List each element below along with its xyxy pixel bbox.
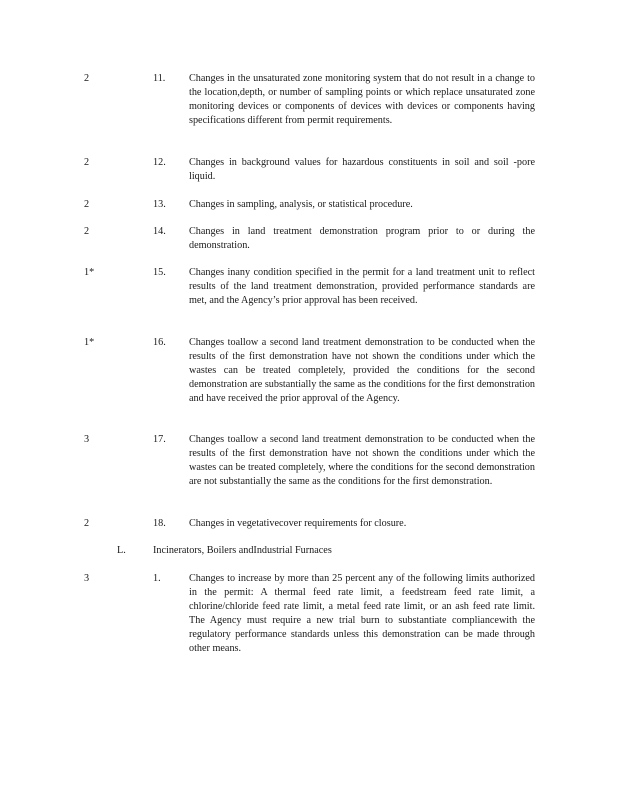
section-letter: L. xyxy=(117,545,126,556)
item-number: 11. xyxy=(153,73,166,84)
item-number: 16. xyxy=(153,337,166,348)
item-text: Changes in land treatment demonstration program prior to or during the demonstration. xyxy=(189,226,535,251)
item-number: 17. xyxy=(153,434,166,445)
item-number: 13. xyxy=(153,199,166,210)
item-class: 1* xyxy=(84,267,95,278)
item-number: 18. xyxy=(153,518,166,529)
item-number: 14. xyxy=(153,226,166,237)
item-number: 12. xyxy=(153,157,166,168)
item-class: 3 xyxy=(84,434,90,445)
item-class: 2 xyxy=(84,518,90,529)
item-text: Changes to increase by more than 25 percent any of the following limits authorized in the permit: A thermal feed rate limit, a feedstream feed rate limit, a chlorine/chloride feed rate limit, a metal feed rate limit, or an ash feed rate limit. The Agency must require a new trial burn to substantiate compliancewith the regulatory performance standards unless this demonstration can be made through other means. xyxy=(189,573,535,654)
item-class: 2 xyxy=(84,226,90,237)
item-text: Changes in the unsaturated zone monitoring system that do not result in a change to the location,depth, or number of sampling points or which replace unsaturated zone monitoring devices or components of devices with devices or components having specifications different from permit requirements. xyxy=(189,73,535,126)
item-class: 2 xyxy=(84,73,90,84)
item-text: Changes in sampling, analysis, or statistical procedure. xyxy=(189,199,413,210)
item-text: Changes toallow a second land treatment demonstration to be conducted when the results of the first demonstration have not shown the conditions under which the wastes can be treated completely, where the conditions for the second demonstration are not substantially the same as the conditions for the first demonstration. xyxy=(189,434,535,487)
item-class: 2 xyxy=(84,157,90,168)
item-class: 1* xyxy=(84,337,95,348)
item-text: Changes in vegetativecover requirements for closure. xyxy=(189,518,407,529)
item-number: 1. xyxy=(153,573,161,584)
item-text: Changes in background values for hazardous constituents in soil and soil -pore liquid. xyxy=(189,157,535,182)
item-number: 15. xyxy=(153,267,166,278)
item-text: Changes inany condition specified in the permit for a land treatment unit to reflect results of the land treatment demonstration, provided performance standards are met, and the Agency’s prior approval has been received. xyxy=(189,267,535,306)
item-class: 2 xyxy=(84,199,90,210)
section-title: Incinerators, Boilers andIndustrial Furnaces xyxy=(153,545,332,556)
item-text: Changes toallow a second land treatment demonstration to be conducted when the results of the first demonstration have not shown the conditions under which the wastes can be treated completely, provided the conditions for the second demonstration are substantially the same as the conditions for the first demonstration and have received the prior approval of the Agency. xyxy=(189,337,536,404)
item-class: 3 xyxy=(84,573,90,584)
